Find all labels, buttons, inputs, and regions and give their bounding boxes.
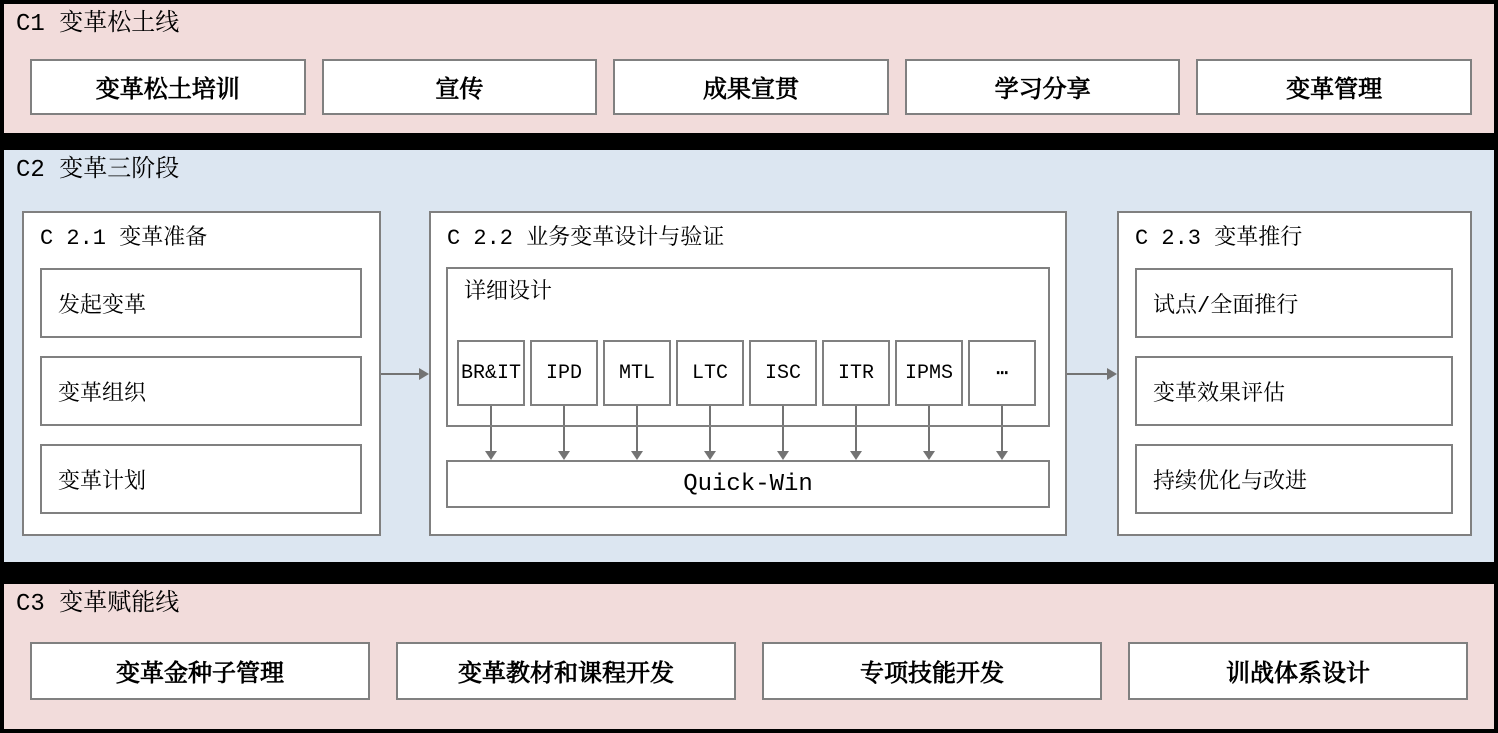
c1-box-results-communication: 成果宣贯 [613, 59, 889, 115]
down-arrow-icon [822, 427, 890, 460]
c1-box-row [30, 59, 1472, 115]
band-c3-enablement-line [4, 584, 1494, 729]
module-ipms: IPMS [895, 340, 963, 406]
c23-title: C 2.3 变革推行 [1135, 226, 1303, 251]
c1-box-publicity: 宣传 [322, 59, 598, 115]
stage-c22-design-verification [429, 211, 1067, 536]
module-ltc: LTC [676, 340, 744, 406]
c3-box-golden-seed-management: 变革金种子管理 [30, 642, 370, 700]
right-arrow-icon [1067, 367, 1117, 380]
band-c2-three-phases [4, 150, 1494, 562]
c21-box-initiate-change: 发起变革 [40, 268, 362, 338]
c1-box-change-management: 变革管理 [1196, 59, 1472, 115]
down-arrow-icon [676, 427, 744, 460]
detailed-design-title: 详细设计 [464, 280, 553, 305]
c21-title: C 2.1 变革准备 [40, 226, 208, 251]
c1-band-title: C1 变革松土线 [16, 11, 180, 38]
down-arrow-icon [968, 427, 1036, 460]
c3-box-row [30, 642, 1468, 700]
module-box-row [448, 340, 1048, 406]
c1-box-loosening-training: 变革松土培训 [30, 59, 306, 115]
c2-band-title: C2 变革三阶段 [16, 157, 180, 184]
right-arrow-icon [381, 367, 429, 380]
module-isc: ISC [749, 340, 817, 406]
down-arrow-icon [457, 427, 525, 460]
module-stem-row [448, 406, 1048, 425]
band-c1-loosening-line [4, 4, 1494, 133]
detailed-design-box [446, 267, 1050, 427]
c3-box-training-system-design: 训战体系设计 [1128, 642, 1468, 700]
c23-box-effect-evaluation: 变革效果评估 [1135, 356, 1453, 426]
stage-c23-rollout [1117, 211, 1472, 536]
module-brit: BR&IT [457, 340, 525, 406]
c2-columns [22, 211, 1472, 536]
c23-box-continuous-improvement: 持续优化与改进 [1135, 444, 1453, 514]
down-arrow-icon [749, 427, 817, 460]
c21-box-change-plan: 变革计划 [40, 444, 362, 514]
module-ellipsis: ⋯ [968, 340, 1036, 406]
c1-box-learning-sharing: 学习分享 [905, 59, 1181, 115]
module-itr: ITR [822, 340, 890, 406]
down-arrow-icon [530, 427, 598, 460]
arrow-c22-to-c23 [1067, 211, 1117, 536]
arrow-c21-to-c22 [381, 211, 429, 536]
down-arrow-icon [895, 427, 963, 460]
module-mtl: MTL [603, 340, 671, 406]
c22-title: C 2.2 业务变革设计与验证 [447, 226, 725, 251]
stage-c21-preparation [22, 211, 381, 536]
c3-box-special-skill-development: 专项技能开发 [762, 642, 1102, 700]
c3-box-material-course-development: 变革教材和课程开发 [396, 642, 736, 700]
module-ipd: IPD [530, 340, 598, 406]
c21-box-change-organization: 变革组织 [40, 356, 362, 426]
c23-box-pilot-full-rollout: 试点/全面推行 [1135, 268, 1453, 338]
down-arrow-icon [603, 427, 671, 460]
quick-win-box: Quick-Win [446, 460, 1050, 508]
c3-band-title: C3 变革赋能线 [16, 591, 180, 618]
down-arrows-to-quickwin [446, 427, 1050, 460]
